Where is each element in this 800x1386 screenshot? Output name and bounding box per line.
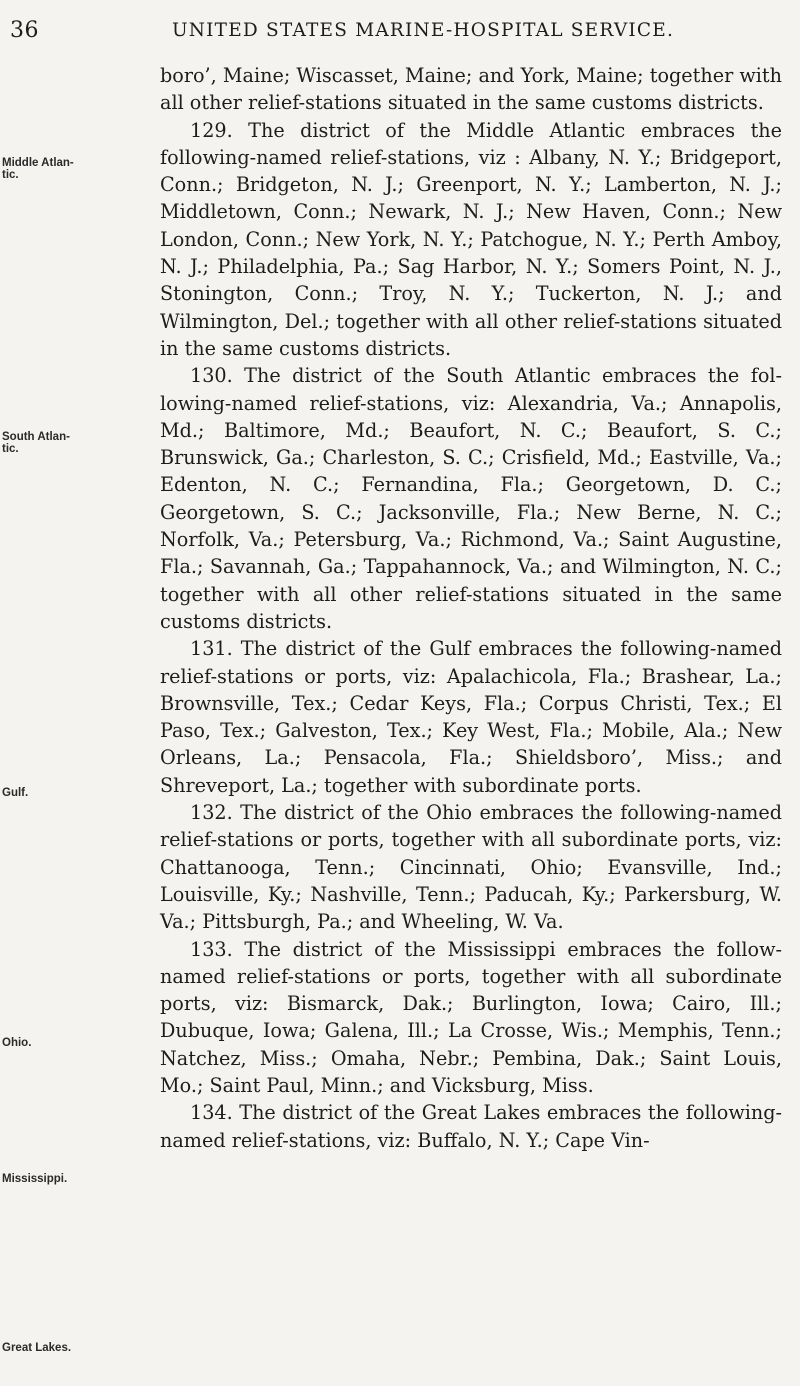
page-number: 36 (10, 18, 39, 43)
margin-note-ohio (2, 1037, 152, 1049)
running-head: UNITED STATES MARINE-HOSPITAL SERVICE. (172, 20, 675, 41)
margin-note-south-atlantic (2, 431, 152, 455)
paragraph-132: 132. The district of the Ohio embraces the following-named relief-stations or ports, together with all subordinate ports, viz: Chattanooga, Tenn.; Cincinnati, Ohio; Evansville, Ind.; Louisville, Ky.; Nashville, Tenn.; Paducah, Ky.; Parkersburg, W. Va.; Pittsburgh, Pa.; and Wheeling, W. Va. (160, 801, 782, 934)
margin-note-mississippi (2, 1173, 152, 1185)
paragraph-129: 129. The district of the Middle Atlantic embraces the following-named relief-stations, viz : Albany, N. Y.; Bridgeport, Conn.; Bridgeton, N. J.; Greenport, N. Y.; Lamberton, N. J.; Middletown, Conn.; Newark, N. J.; New Haven, Conn.; New London, Conn.; New York, N. Y.; Patchogue, N. Y.; Perth Amboy, N. J.; Philadelphia, Pa.; Sag Harbor, N. Y.; Somers Point, N. J., Stonington, Conn.; Troy, N. Y.; Tuckerton, N. J.; and Wilmington, Del.; together with all other relief-stations situated in the same customs districts. (160, 118, 782, 360)
margin-note-great-lakes (2, 1342, 152, 1354)
margin-note-gulf (2, 787, 152, 799)
paragraph-continued: boro’, Maine; Wiscasset, Maine; and York, Maine; together with all other relief-stations situated in the same customs districts. (160, 64, 782, 115)
margin-note-text: Gulf. (2, 787, 29, 799)
paragraph-133: 133. The district of the Mississippi embraces the follownamed relief-stations or ports, together with all subordinate ports, viz: Bismarck, Dak.; Burlington, Iowa; Cairo, Ill.; Dubuque, Iowa; Galena, Ill.; La Crosse, Wis.; Memphis, Tenn.; Natchez, Miss.; Omaha, Nebr.; Pembina, Dak.; Saint Louis, Mo.; Saint Paul, Minn.; and Vicksburg, Miss. (160, 937, 782, 1097)
margin-note-text: Ohio. (2, 1037, 32, 1049)
margin-note-text: Middle Atlan- tic. (2, 157, 74, 181)
margin-note-text: Mississippi. (2, 1173, 68, 1185)
paragraph-130: 130. The district of the South Atlantic embraces the following-named relief-stations, viz: Alexandria, Va.; Annapolis, Md.; Baltimore, Md.; Beaufort, N. C.; Beaufort, S. C.; Brunswick, Ga.; Charleston, S. C.; Crisfield, Md.; Eastville, Va.; Edenton, N. C.; Fernandina, Fla.; Georgetown, D. C.; Georgetown, S. C.; Jacksonville, Fla.; New Berne, N. C.; Norfolk, Va.; Petersburg, Va.; Richmond, Va.; Saint Augustine, Fla.; Savannah, Ga.; Tappahannock, Va.; and Wilmington, N. C.; together with all other relief-stations situated in the same customs districts. (160, 364, 782, 633)
paragraph-131: 131. The district of the Gulf embraces the following-named relief-stations or ports, viz: Apalachicola, Fla.; Brashear, La.; Brownsville, Tex.; Cedar Keys, Fla.; Corpus Christi, Tex.; El Paso, Tex.; Galveston, Tex.; Key West, Fla.; Mobile, Ala.; New Orleans, La.; Pensacola, Fla.; Shieldsboro’, Miss.; and Shreveport, La.; together with subordinate ports. (160, 637, 782, 797)
margin-note-text: Great Lakes. (2, 1342, 72, 1354)
paragraph-134: 134. The district of the Great Lakes embraces the following-named relief-stations, viz: Buffalo, N. Y.; Cape Vin- (160, 1101, 782, 1152)
page-header (10, 18, 770, 52)
body-text (160, 62, 782, 1154)
margin-note-text: South Atlan- tic. (2, 431, 70, 455)
margin-note-middle-atlantic (2, 157, 152, 181)
